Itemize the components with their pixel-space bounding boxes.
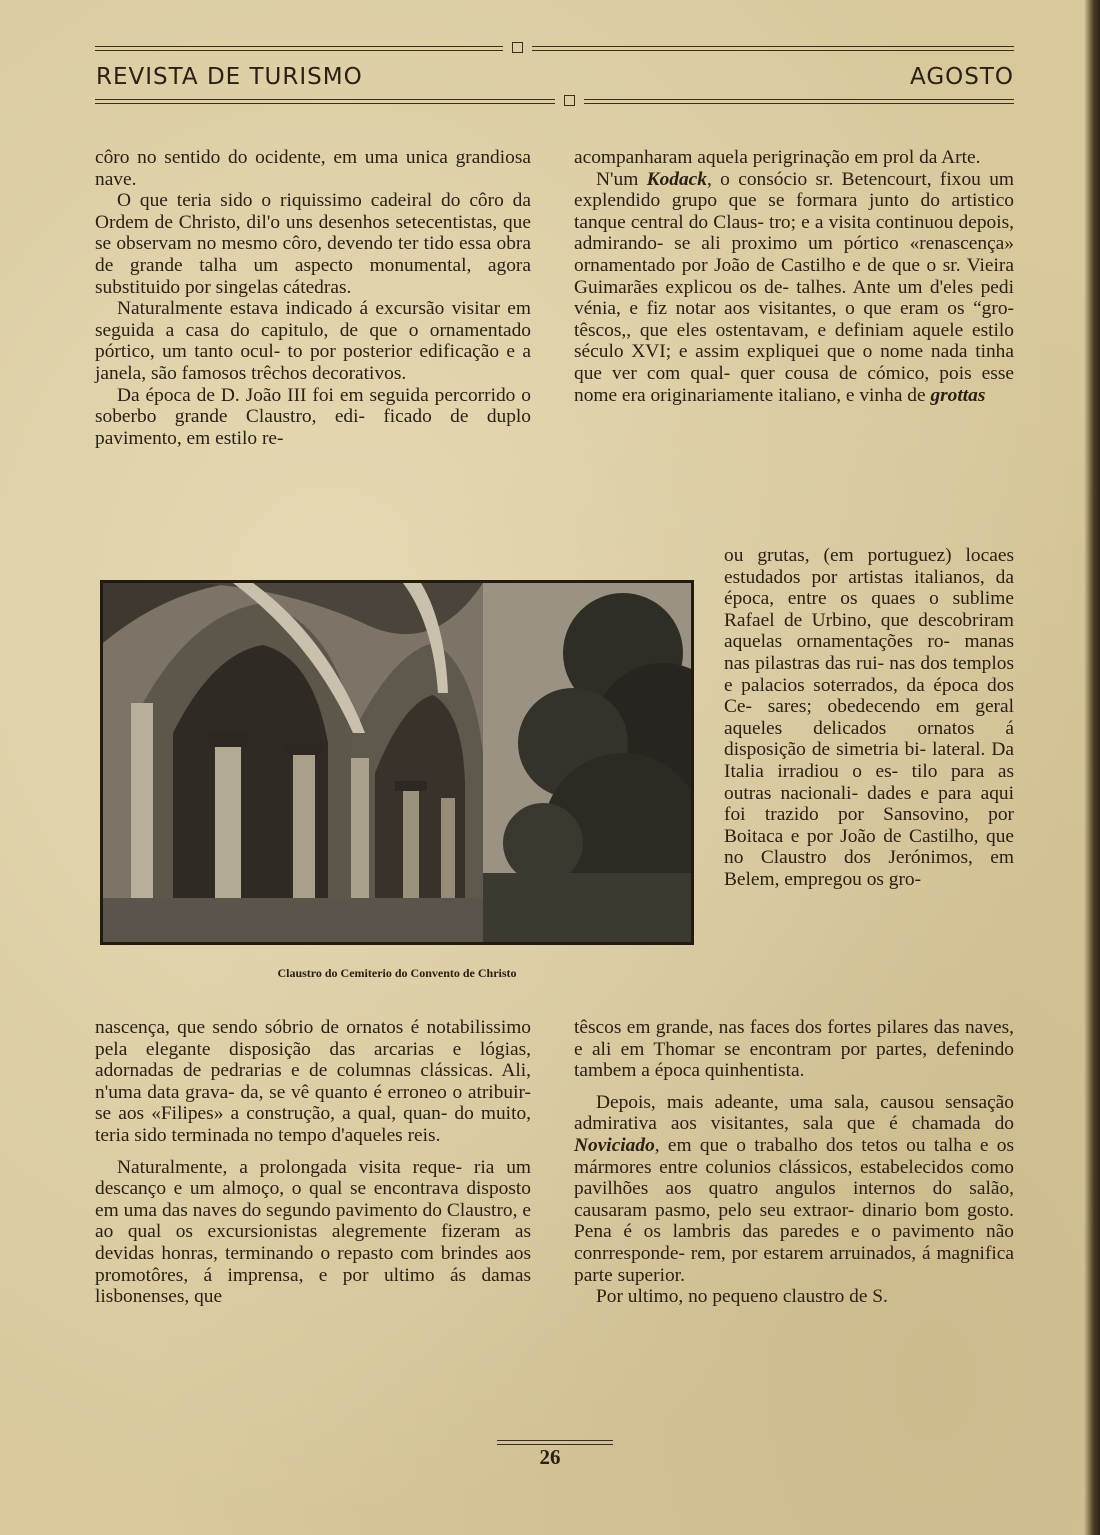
right-column-bottom (574, 1017, 1014, 1308)
header-ornament-square-bottom (564, 95, 575, 106)
text-run: , em que o trabalho dos tetos ou talha e os mármores entre colunios clássicos, estabelecidos como pavilhões aos quatro angulos internos do salão, causaram pasmo, pelo seu extraor- dinario bom gosto. Pena é os lambris das paredes e o pavimento não conrresponde- rem, por estarem arruinados, á magnifica parte superior. (574, 1134, 1014, 1286)
left-column-top (95, 147, 531, 449)
paragraph: ou grutas, (em portuguez) locaes estudados por artistas italianos, da época, entre os quaes o sublime Rafael de Urbino, que descobriram aquelas ornamentações ro- manas nas pilastras das rui- nas dos templos e palacios soterrados, da época dos Ce- sares; obedecendo em geral aqueles delicados ornatos á disposição de simetria bi- lateral. Da Italia irradiou o es- tilo para as outras nacionali- dades e para aqui foi trazido por Sansovino, por Boitaca e por João de Castilho, que no Claustro dos Jerónimos, em Belem, empregou os gro- (724, 545, 1014, 890)
cloister-photograph (100, 580, 694, 945)
cloister-illustration (103, 583, 691, 942)
paragraph: nascença, que sendo sóbrio de ornatos é notabilissimo pela elegante disposição das arcarias e lógias, adornadas de pedrarias e de columnas clássicas. Ali, n'uma data grava- da, se vê quanto é erroneo o atribuir-se aos «Filipes» a construção, a qual, quan- do muito, teria sido terminada no tempo d'aqueles reis. (95, 1017, 531, 1146)
issue-month: AGOSTO (909, 64, 1014, 90)
paragraph (574, 1092, 1014, 1286)
left-column-bottom (95, 1017, 531, 1308)
magazine-title: REVISTA DE TURISMO (96, 64, 363, 90)
header-rule-top-right (532, 46, 1014, 47)
paragraph: acompanharam aquela perigrinação em prol da Arte. (574, 147, 981, 168)
photo-caption: Claustro do Cemiterio do Convento de Christo (277, 966, 517, 980)
header-rule-bottom-left (95, 99, 555, 100)
header-rule-top-left (95, 46, 503, 47)
header-rule-bottom-left-2 (95, 103, 555, 104)
paragraph: Por ultimo, no pequeno claustro de S. (596, 1286, 888, 1308)
emphasis-kodack: Kodack (646, 168, 707, 190)
page-number: 26 (539, 1445, 561, 1469)
text-run: , o consócio sr. Betencourt, fixou um explendido grupo que se formara junto do artistico tanque central do Claus- tro; e a visita continuou depois, admirando- se ali proximo um pórtico «renascença» ornamentado por João de Castilho e de que o sr. Vieira Guimarães explicou os de- talhes. Ante um d'eles pedi vénia, e fiz notar aos visitantes, o que eram os “gro- têscos,, que eles ostentavam, e definiam aquele estilo século XVI; e assim expliquei que o nome nada tinha que ver com qual- quer cousa de cómico, pois esse nome era originariamente italiano, e vinha de (574, 168, 1014, 406)
paragraph: Naturalmente estava indicado á excursão visitar em seguida a casa do capitulo, de que o ornamentado pórtico, um tanto ocul- to por posterior edificação e a janela, são famosos trêchos decorativos. (95, 298, 531, 384)
right-column-top (574, 147, 1014, 406)
text-run: N'um (596, 168, 647, 190)
emphasis-noviciado: Noviciado (574, 1134, 655, 1156)
emphasis-grottas: grottas (930, 384, 986, 406)
header-ornament-square-top (512, 42, 523, 53)
paragraph: côro no sentido do ocidente, em uma unica grandiosa nave. (95, 147, 531, 190)
header-rule-top-right-2 (532, 50, 1014, 51)
right-column-narrow (724, 545, 1014, 891)
header-rule-top-left-2 (95, 50, 503, 51)
text-run: Depois, mais adeante, uma sala, causou sensação admirativa aos visitantes, sala que é chamada do (574, 1091, 1014, 1135)
footer-rule (497, 1440, 613, 1441)
header-rule-bottom-right-2 (584, 103, 1014, 104)
paragraph: Da época de D. João III foi em seguida percorrido o soberbo grande Claustro, edi- ficado de duplo pavimento, em estilo re- (95, 384, 531, 449)
paragraph: têscos em grande, nas faces dos fortes pilares das naves, e ali em Thomar se encontram por partes, defenindo tambem a época quinhentista. (574, 1017, 1014, 1082)
page-edge-shadow (1084, 0, 1100, 1535)
header-rule-bottom-right (584, 99, 1014, 100)
paragraph: Naturalmente, a prolongada visita reque- ria um descanço e um almoço, o qual se encontrava disposto em uma das naves do segundo pavimento do Claustro, e ao qual os excursionistas alegremente fizeram as devidas honras, terminando o repasto com brindes aos promotôres, á imprensa, e por ultimo ás damas lisbonenses, que (95, 1156, 531, 1308)
paragraph (574, 169, 1014, 407)
paragraph: O que teria sido o riquissimo cadeiral do côro da Ordem de Christo, dil'o uns desenhos setecentistas, que se observam no mesmo côro, devendo ter tido essa obra de grande talha um aspecto monumental, agora substituido por singelas cátedras. (95, 190, 531, 298)
